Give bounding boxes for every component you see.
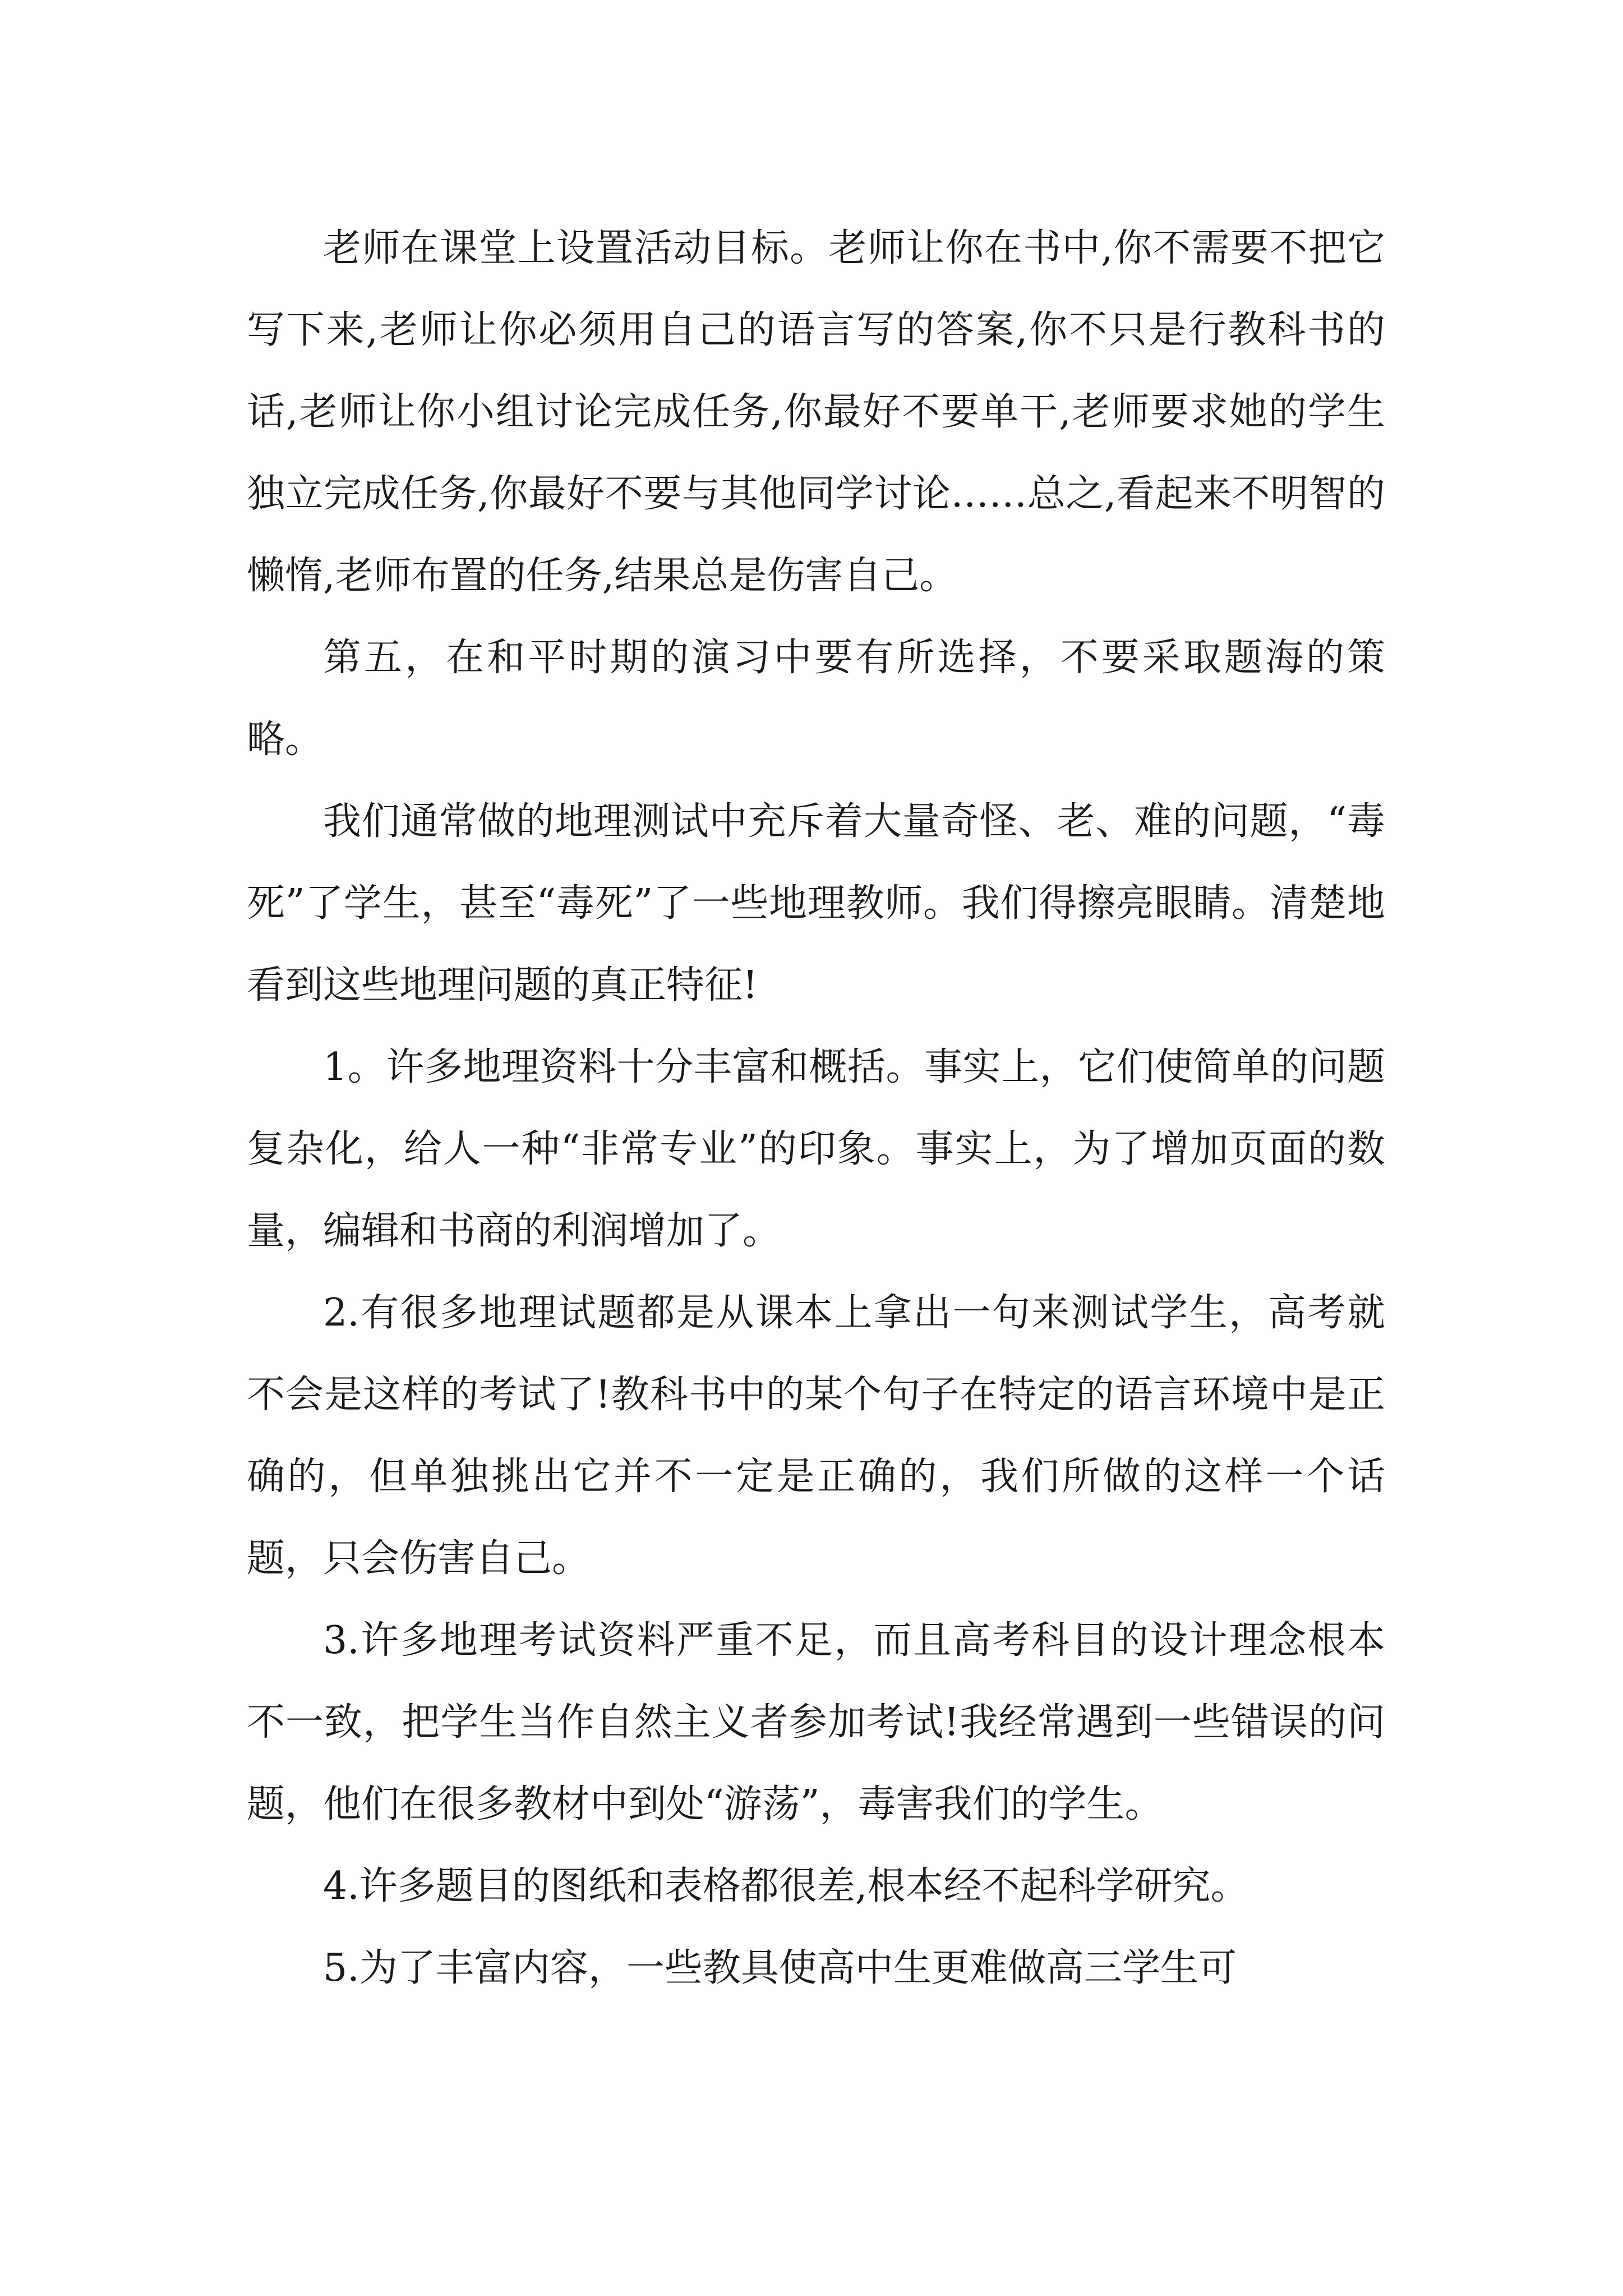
paragraph-item-5: 5.为了丰富内容，一些教具使高中生更难做高三学生可	[323, 1946, 1237, 1990]
paragraph-item-3: 3.许多地理考试资料严重不足，而且高考科目的设计理念根本不一致，把学生当作自然主义者参加考试!我经常遇到一些错误的问题，他们在很多教材中到处“游荡”，毒害我们的学生。	[247, 1618, 1385, 1826]
paragraph-item-2: 2.有很多地理试题都是从课本上拿出一句来测试学生，高考就不会是这样的考试了!教科书中的某个句子在特定的语言环境中是正确的，但单独挑出它并不一定是正确的，我们所做的这样一个话题，只会伤害自己。	[247, 1291, 1385, 1581]
paragraph-fifth-point: 第五，在和平时期的演习中要有所选择，不要采取题海的策略。	[247, 636, 1385, 762]
document-body	[247, 208, 1385, 2009]
paragraph-item-4: 4.许多题目的图纸和表格都很差,根本经不起科学研究。	[323, 1864, 1249, 1908]
paragraph-geography-tests: 我们通常做的地理测试中充斥着大量奇怪、老、难的问题，“毒死”了学生，甚至“毒死”了一些地理教师。我们得擦亮眼睛。清楚地看到这些地理问题的真正特征!	[247, 799, 1385, 1007]
paragraph-item-1: 1。许多地理资料十分丰富和概括。事实上，它们使简单的问题复杂化，给人一种“非常专业”的印象。事实上，为了增加页面的数量，编辑和书商的利润增加了。	[247, 1045, 1385, 1253]
paragraph-teacher-goals: 老师在课堂上设置活动目标。老师让你在书中,你不需要不把它写下来,老师让你必须用自己的语言写的答案,你不只是行教科书的话,老师让你小组讨论完成任务,你最好不要单干,老师要求她的学生独立完成任务,你最好不要与其他同学讨论……总之,看起来不明智的懒惰,老师布置的任务,结果总是伤害自己。	[247, 226, 1385, 598]
